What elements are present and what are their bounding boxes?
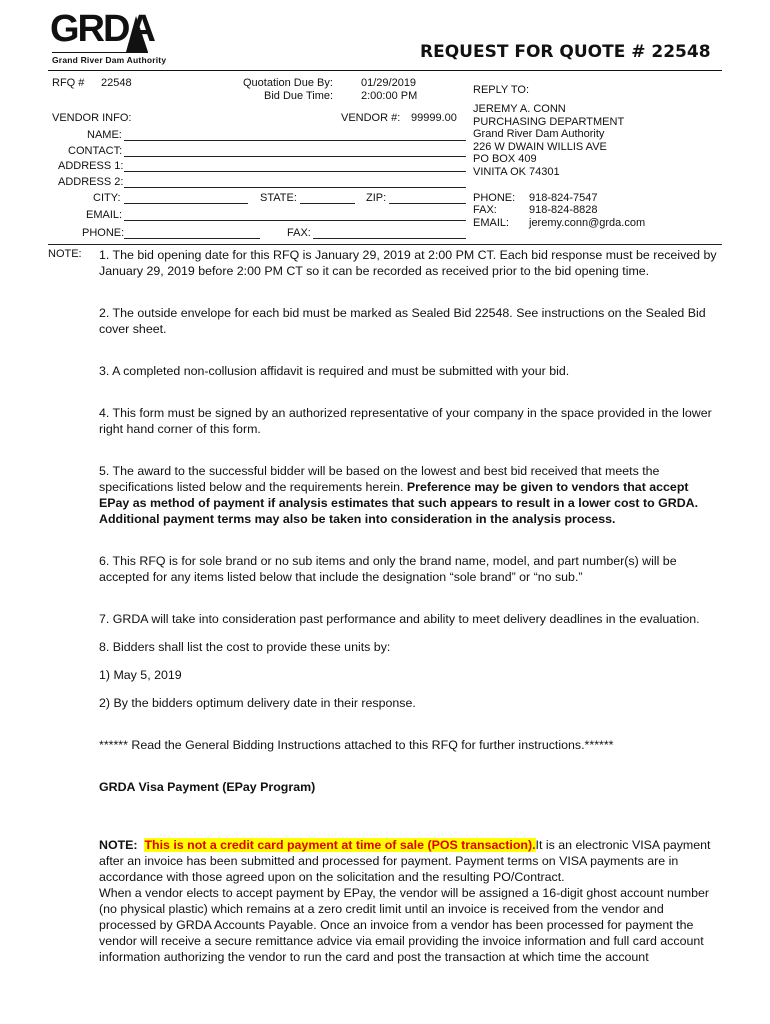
email-field[interactable] xyxy=(124,220,466,221)
visa-heading: GRDA Visa Payment (EPay Program) xyxy=(99,780,316,794)
note-4: 4. This form must be signed by an authorized representative of your company in the space provided in the lower right hand corner of this form. xyxy=(99,406,712,436)
reply-fax: 918-824-8828 xyxy=(529,204,598,216)
vendor-info-label: VENDOR INFO: xyxy=(52,112,132,124)
zip-label: ZIP: xyxy=(366,192,387,204)
city-field[interactable] xyxy=(124,203,248,204)
state-label: STATE: xyxy=(260,192,297,204)
visa-note xyxy=(99,837,719,885)
contact-label: CONTACT: xyxy=(68,145,123,157)
address2-label: ADDRESS 2: xyxy=(58,176,124,188)
note-1: 1. The bid opening date for this RFQ is January 29, 2019 at 2:00 PM CT. Each bid response must be received by January 29, 2019 before 2:00 PM CT so it can be recorded as received prior to the bid opening time. xyxy=(99,248,717,278)
state-field[interactable] xyxy=(300,203,355,204)
fax-label: FAX: xyxy=(287,227,311,239)
address2-field[interactable] xyxy=(124,187,466,188)
note-8-item-1: 1) May 5, 2019 xyxy=(99,668,182,682)
phone-label: PHONE: xyxy=(82,227,125,239)
phone-field[interactable] xyxy=(124,238,260,239)
rfq-value: 22548 xyxy=(101,77,132,89)
rfq-label: RFQ # xyxy=(52,77,85,89)
reply-street: 226 W DWAIN WILLIS AVE xyxy=(473,141,607,153)
name-field[interactable] xyxy=(124,140,466,141)
epay-text: When a vendor elects to accept payment by EPay, the vendor will be assigned a 16-digit ghost account number (no physical plastic) which remains at a zero credit limit until an invoice is received from the vendor and processed by GRDA Accounts Payable. Once an invoice from a vendor has been processed for payment the vendor will receive a secure remittance advice via email providing the invoice information and full card account information authorizing the vendor to run the card and post the transaction at which time the account xyxy=(99,886,710,964)
logo-text: GRDA xyxy=(50,8,154,50)
quotation-due-value: 01/29/2019 xyxy=(361,77,417,89)
note-3: 3. A completed non-collusion affidavit is required and must be submitted with your bid. xyxy=(99,364,570,378)
reply-email[interactable]: jeremy.conn@grda.com xyxy=(529,217,646,229)
reply-org: Grand River Dam Authority xyxy=(473,128,605,140)
note-6: 6. This RFQ is for sole brand or no sub items and only the brand name, model, and part number(s) will be accepted for any items listed below that include the designation “sole brand” or “no sub.” xyxy=(99,554,677,584)
logo-subtitle: Grand River Dam Authority xyxy=(52,55,167,65)
reply-fax-label: FAX: xyxy=(473,204,497,216)
visa-note-label: NOTE: xyxy=(99,838,138,852)
logo-rule xyxy=(52,52,148,53)
address1-field[interactable] xyxy=(124,171,466,172)
note-5 xyxy=(99,463,719,527)
name-label: NAME: xyxy=(87,129,122,141)
reply-city: VINITA OK 74301 xyxy=(473,166,560,178)
reply-phone-label: PHONE: xyxy=(473,192,516,204)
bid-due-value: 2:00:00 PM xyxy=(361,90,418,102)
city-label: CITY: xyxy=(93,192,121,204)
notes-body xyxy=(99,247,719,965)
reply-email-label: EMAIL: xyxy=(473,217,510,229)
fax-field[interactable] xyxy=(313,238,466,239)
reply-to-label: REPLY TO: xyxy=(473,84,530,96)
zip-field[interactable] xyxy=(389,203,466,204)
note-2: 2. The outside envelope for each bid must be marked as Sealed Bid 22548. See instructions on the Sealed Bid cover sheet. xyxy=(99,306,706,336)
notes-rule xyxy=(48,244,722,245)
visa-note-highlight: This is not a credit card payment at time of sale (POS transaction). xyxy=(144,838,536,852)
header-rule xyxy=(48,70,722,71)
general-instructions: ****** Read the General Bidding Instructions attached to this RFQ for further instructions.****** xyxy=(99,738,614,752)
reply-phone: 918-824-7547 xyxy=(529,192,598,204)
email-label: EMAIL: xyxy=(86,209,123,221)
quotation-due-label: Quotation Due By: xyxy=(243,77,333,89)
note-5-text: 5. The award to the successful bidder will be based on the lowest and best bid received that meets the specifications listed below and the requirements herein. xyxy=(99,464,660,494)
address1-label: ADDRESS 1: xyxy=(58,160,124,172)
bid-due-label: Bid Due Time: xyxy=(264,90,334,102)
reply-department: PURCHASING DEPARTMENT xyxy=(473,116,625,128)
page-title: REQUEST FOR QUOTE # 22548 xyxy=(420,42,711,62)
note-7: 7. GRDA will take into consideration past performance and ability to meet delivery deadlines in the evaluation. xyxy=(99,612,700,626)
note-8: 8. Bidders shall list the cost to provide these units by: xyxy=(99,640,391,654)
notes-label: NOTE: xyxy=(48,248,82,260)
visa-note-rest: It is an electronic VISA payment after an invoice has been submitted and processed for payment. Payment terms on VISA payments are in accordance with those agreed upon on the solicitation and the resulting PO/Contract. xyxy=(99,838,711,884)
reply-pobox: PO BOX 409 xyxy=(473,153,537,165)
note-5-bold: Preference may be given to vendors that accept EPay as method of payment if analysis estimates that such appears to result in a lower cost to GRDA. Additional payment terms may also be taken into consideration in the analysis process. xyxy=(99,480,699,526)
reply-name: JEREMY A. CONN xyxy=(473,103,566,115)
vendor-number-value: 99999.00 xyxy=(411,112,457,124)
vendor-number-label: VENDOR #: xyxy=(341,112,401,124)
note-8-item-2: 2) By the bidders optimum delivery date in their response. xyxy=(99,696,416,710)
contact-field[interactable] xyxy=(124,156,466,157)
